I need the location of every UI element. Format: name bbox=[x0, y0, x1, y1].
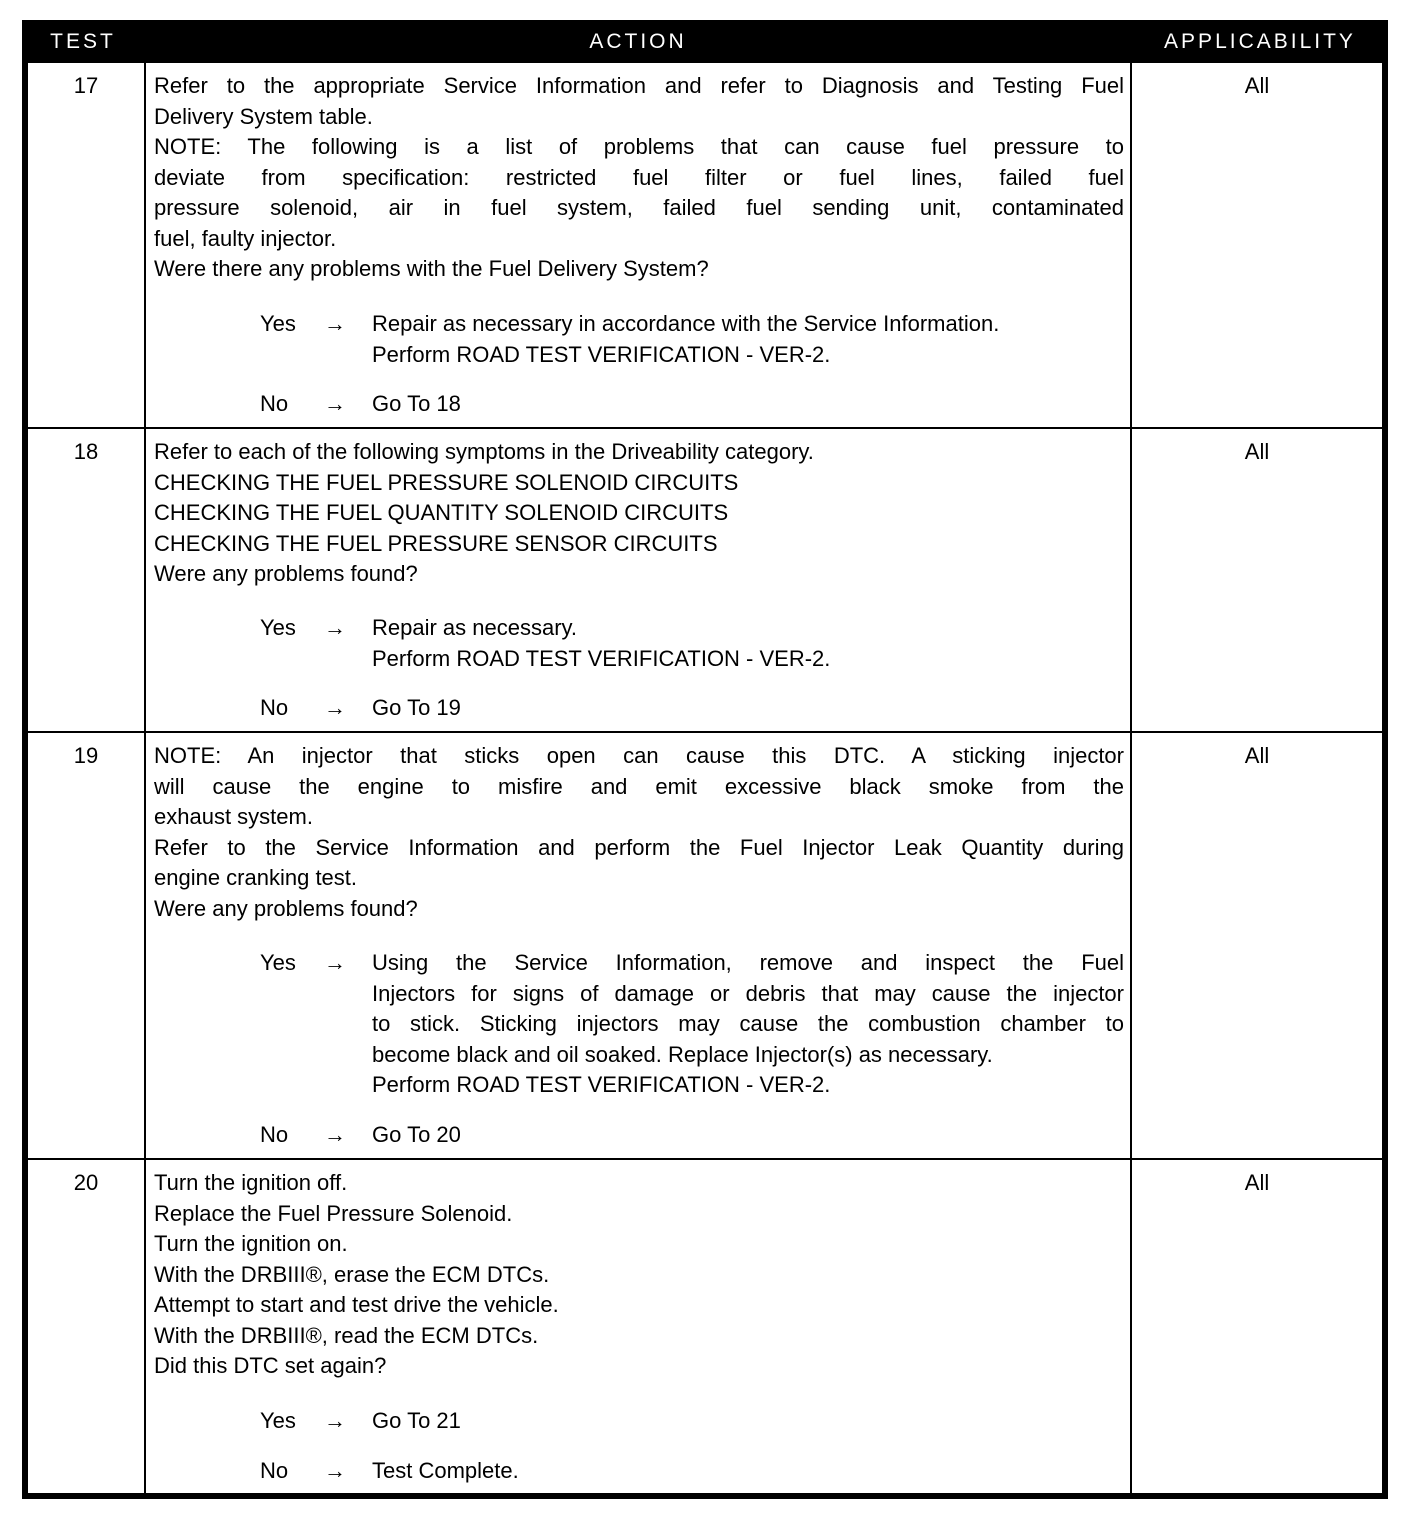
action-line: Replace the Fuel Pressure Solenoid. bbox=[154, 1200, 513, 1226]
arrow-icon: → bbox=[324, 1458, 346, 1483]
action-text bbox=[154, 437, 1124, 590]
applicability-cell bbox=[1132, 429, 1382, 731]
action-cell bbox=[146, 733, 1130, 1158]
yes-result bbox=[372, 948, 1124, 1101]
action-text bbox=[154, 1168, 1124, 1382]
no-result-line: Go To 20 bbox=[372, 1122, 461, 1147]
action-line: Refer to the Service Information and perform the Fuel Injector Leak Quantity during bbox=[154, 834, 1124, 860]
test-cell bbox=[28, 733, 144, 1158]
no-result-line: Go To 18 bbox=[372, 391, 461, 416]
no-label: No bbox=[260, 391, 289, 416]
action-line: Did this DTC set again? bbox=[154, 1353, 387, 1378]
no-result-line: Test Complete. bbox=[372, 1458, 519, 1483]
action-line: Were any problems found? bbox=[154, 895, 418, 921]
test-number: 20 bbox=[73, 1170, 99, 1195]
yes-result-line: Perform ROAD TEST VERIFICATION - VER-2. bbox=[372, 1072, 831, 1097]
action-line: Refer to the appropriate Service Information and refer to Diagnosis and Testing Fuel bbox=[154, 73, 1124, 98]
no-result bbox=[372, 1456, 1124, 1487]
action-cell bbox=[146, 429, 1130, 731]
no-result-line: Go To 19 bbox=[372, 695, 461, 720]
action-line: deviate from specification: restricted fuel filter or fuel lines, failed fuel bbox=[154, 164, 1124, 190]
test-cell bbox=[28, 63, 144, 427]
action-line: will cause the engine to misfire and emit excessive black smoke from the bbox=[154, 773, 1124, 799]
applicability-cell bbox=[1132, 733, 1382, 1158]
test-cell bbox=[28, 429, 144, 731]
yes-label: Yes bbox=[260, 311, 296, 336]
action-line: NOTE: The following is a list of problems that can cause fuel pressure to bbox=[154, 134, 1124, 159]
yes-label: Yes bbox=[260, 1408, 296, 1433]
applicability-value: All bbox=[1244, 439, 1270, 464]
applicability-value: All bbox=[1244, 73, 1270, 98]
yes-result-line: Repair as necessary. bbox=[372, 615, 578, 640]
yes-label: Yes bbox=[260, 950, 296, 975]
action-line: Attempt to start and test drive the vehicle. bbox=[154, 1292, 559, 1317]
action-line: Turn the ignition off. bbox=[154, 1170, 348, 1195]
action-line: Delivery System table. bbox=[154, 103, 373, 129]
action-line: exhaust system. bbox=[154, 804, 313, 829]
action-line: pressure solenoid, air in fuel system, failed fuel sending unit, contaminated bbox=[154, 195, 1124, 220]
yes-result-line: Injectors for signs of damage or debris that may cause the injector bbox=[372, 980, 1124, 1006]
yes-result-line: Go To 21 bbox=[372, 1408, 461, 1433]
test-number: 19 bbox=[73, 743, 99, 768]
yes-result bbox=[372, 613, 1124, 674]
no-result bbox=[372, 693, 1124, 724]
header-applicability: APPLICABILITY bbox=[1164, 30, 1356, 53]
arrow-icon: → bbox=[324, 695, 346, 720]
header-action: ACTION bbox=[589, 30, 687, 53]
yes-result-line: to stick. Sticking injectors may cause the combustion chamber to bbox=[372, 1011, 1124, 1036]
yes-label: Yes bbox=[260, 615, 296, 640]
applicability-cell bbox=[1132, 63, 1382, 427]
diagnostic-table bbox=[22, 20, 1388, 1499]
action-line: Were any problems found? bbox=[154, 561, 418, 586]
action-line: Refer to each of the following symptoms in the Driveability category. bbox=[154, 439, 814, 464]
arrow-icon: → bbox=[324, 1122, 346, 1147]
no-result bbox=[372, 389, 1124, 420]
no-label: No bbox=[260, 1458, 289, 1483]
action-line: Turn the ignition on. bbox=[154, 1231, 348, 1256]
action-cell bbox=[146, 63, 1130, 427]
applicability-cell bbox=[1132, 1160, 1382, 1493]
arrow-icon: → bbox=[324, 391, 346, 416]
action-line: With the DRBIII®, read the ECM DTCs. bbox=[154, 1322, 539, 1348]
yes-result-line: Perform ROAD TEST VERIFICATION - VER-2. bbox=[372, 645, 831, 671]
action-line: With the DRBIII®, erase the ECM DTCs. bbox=[154, 1261, 550, 1287]
yes-result-line: Using the Service Information, remove and inspect the Fuel bbox=[372, 950, 1124, 975]
action-cell bbox=[146, 1160, 1130, 1493]
action-line: CHECKING THE FUEL PRESSURE SENSOR CIRCUITS bbox=[154, 530, 718, 556]
applicability-value: All bbox=[1244, 743, 1270, 768]
arrow-icon: → bbox=[324, 615, 346, 640]
action-text bbox=[154, 741, 1124, 924]
action-line: CHECKING THE FUEL PRESSURE SOLENOID CIRCUITS bbox=[154, 469, 739, 495]
yes-result-line: become black and oil soaked. Replace Injector(s) as necessary. bbox=[372, 1041, 993, 1067]
arrow-icon: → bbox=[324, 1408, 346, 1433]
action-line: NOTE: An injector that sticks open can cause this DTC. A sticking injector bbox=[154, 743, 1124, 768]
test-number: 17 bbox=[73, 73, 99, 98]
table-header bbox=[22, 20, 1388, 62]
yes-result-line: Repair as necessary in accordance with the Service Information. bbox=[372, 311, 1000, 336]
action-line: CHECKING THE FUEL QUANTITY SOLENOID CIRCUITS bbox=[154, 500, 729, 525]
action-line: fuel, faulty injector. bbox=[154, 225, 337, 251]
action-line: engine cranking test. bbox=[154, 865, 358, 890]
action-line: Were there any problems with the Fuel Delivery System? bbox=[154, 256, 709, 281]
no-label: No bbox=[260, 1122, 289, 1147]
no-label: No bbox=[260, 695, 289, 720]
header-test: TEST bbox=[50, 30, 116, 53]
applicability-value: All bbox=[1244, 1170, 1270, 1195]
yes-result-line: Perform ROAD TEST VERIFICATION - VER-2. bbox=[372, 341, 831, 367]
yes-result bbox=[372, 309, 1124, 370]
no-result bbox=[372, 1120, 1124, 1151]
arrow-icon: → bbox=[324, 311, 346, 336]
yes-result bbox=[372, 1406, 1124, 1437]
arrow-icon: → bbox=[324, 950, 346, 975]
test-number: 18 bbox=[73, 439, 99, 464]
test-cell bbox=[28, 1160, 144, 1493]
action-text bbox=[154, 71, 1124, 285]
